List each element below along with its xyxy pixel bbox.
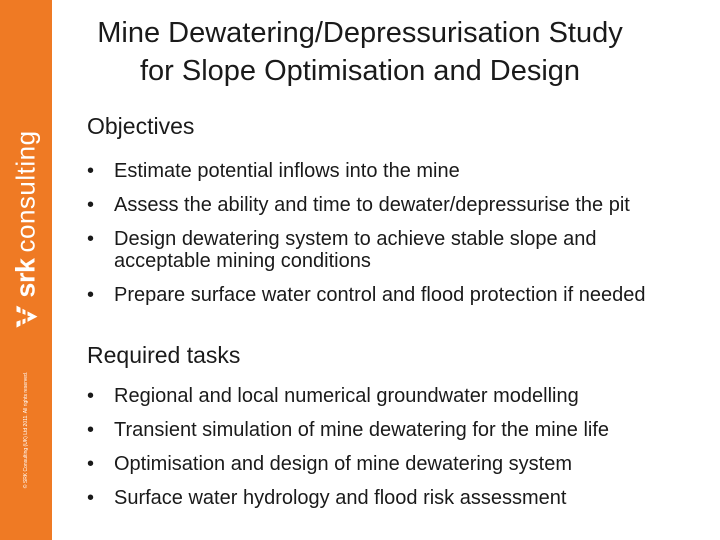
- required-tasks-heading: Required tasks: [87, 342, 241, 368]
- slide-title-line-1: Mine Dewatering/Depressurisation Study: [97, 17, 623, 49]
- slide-title-line-2: for Slope Optimisation and Design: [139, 55, 581, 87]
- brand-name-light: consulting: [10, 130, 41, 253]
- task-text: Optimisation and design of mine dewatering system: [114, 453, 573, 475]
- objectives-heading: Objectives: [87, 113, 195, 139]
- bullet-icon: •: [87, 419, 95, 441]
- list-item: [87, 154, 717, 188]
- task-text: Transient simulation of mine dewatering for the mine life: [114, 419, 610, 441]
- slide-title: [60, 14, 660, 90]
- required-tasks-list: [87, 379, 717, 515]
- brand-wordmark: [11, 130, 42, 329]
- objective-text: Assess the ability and time to dewater/depressurise the pit: [114, 194, 630, 216]
- objective-text-continued: acceptable mining conditions: [114, 250, 371, 272]
- list-item: [87, 447, 717, 481]
- list-item: [87, 379, 717, 413]
- bullet-icon: •: [87, 194, 95, 216]
- bullet-icon: •: [87, 453, 95, 475]
- bullet-icon: •: [87, 385, 95, 407]
- bullet-icon: •: [87, 284, 95, 306]
- objectives-list: [87, 154, 717, 312]
- task-text: Regional and local numerical groundwater modelling: [114, 385, 579, 407]
- list-item: [87, 278, 717, 312]
- bullet-icon: •: [87, 487, 95, 509]
- brand-sidebar: [0, 0, 52, 540]
- list-item: [87, 481, 717, 515]
- list-item: [87, 413, 717, 447]
- copyright-notice: © SRK Consulting (UK) Ltd 2011. All rights reserved.: [23, 371, 29, 489]
- task-text: Surface water hydrology and flood risk assessment: [114, 487, 567, 509]
- srk-logo-icon: [14, 304, 38, 330]
- list-item: [87, 222, 717, 278]
- bullet-icon: •: [87, 160, 95, 182]
- bullet-icon: •: [87, 228, 95, 250]
- list-item: [87, 188, 717, 222]
- objective-text: Estimate potential inflows into the mine: [114, 160, 460, 182]
- objective-text: Prepare surface water control and flood protection if needed: [114, 284, 646, 306]
- brand-name-bold: srk: [10, 258, 41, 298]
- objective-text: Design dewatering system to achieve stable slope and: [114, 228, 597, 250]
